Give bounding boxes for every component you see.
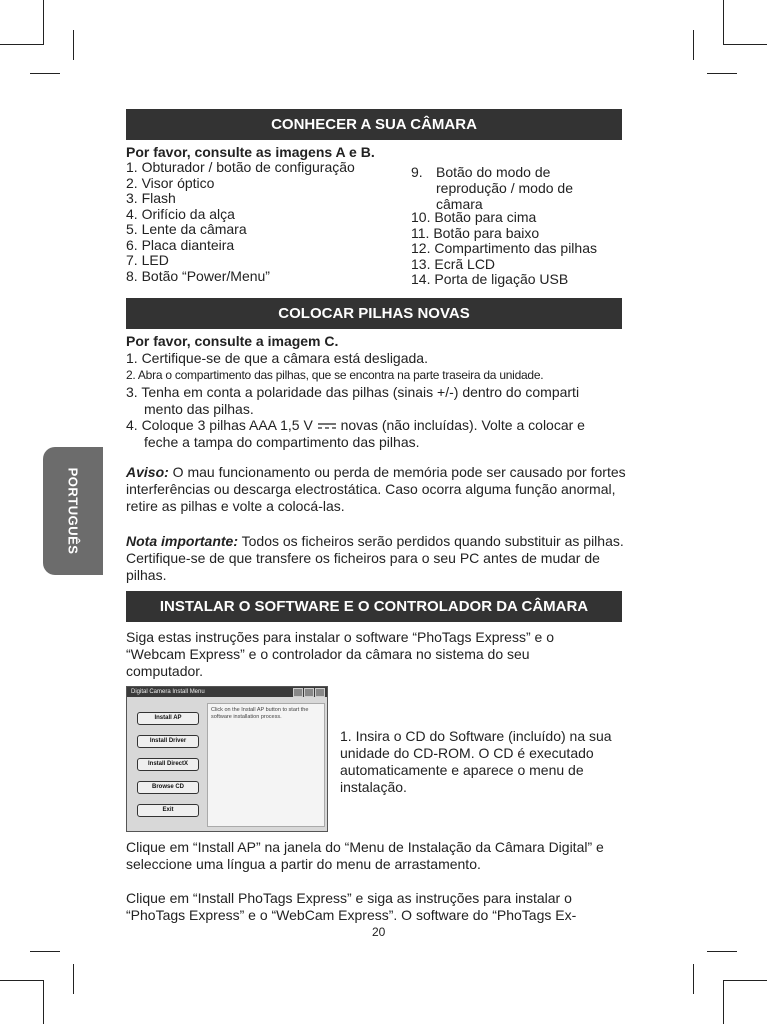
note-label: Nota importante: (126, 533, 238, 549)
crop-mark (693, 30, 694, 60)
warning-label: Aviso: (126, 464, 169, 480)
list-item: 12. Compartimento das pilhas (411, 240, 597, 256)
page-number: 20 (372, 925, 386, 939)
software-intro: Siga estas instruções para instalar o software “PhoTags Express” e o “Webcam Express” e o controlador da câmara no sistema do seu computador. (126, 629, 554, 679)
browse-cd-button[interactable]: Browse CD (137, 781, 199, 794)
crop-mark (0, 44, 44, 45)
screenshot-titlebar: Digital Camera Install Menu (127, 687, 327, 697)
crop-mark (73, 964, 74, 994)
screenshot-info-pane (207, 703, 325, 827)
exit-button[interactable]: Exit (137, 804, 199, 817)
crop-mark (0, 980, 44, 981)
list-item: 14. Porta de ligação USB (411, 271, 569, 287)
install-directx-button[interactable]: Install DirectX (137, 758, 199, 771)
list-item: 5. Lente da câmara (126, 221, 247, 237)
install-step-1: 1. Insira o CD do Software (incluído) na sua unidade do CD-ROM. O CD é executado automaticamente e aparece o menu de instalação. (340, 728, 612, 795)
list-item: 10. Botão para cima (411, 209, 537, 225)
list-item: 4. Orifício da alça (126, 205, 235, 222)
dc-symbol-icon (317, 421, 337, 431)
battery-step-2: 2. Abra o compartimento das pilhas, que se encontra na parte traseira da unidade. (126, 368, 544, 382)
battery-step-4-cont: feche a tampa do compartimento das pilhas. (144, 434, 420, 450)
battery-step-4: 4. Coloque 3 pilhas AAA 1,5 V novas (não incluídas). Volte a colocar e (126, 417, 585, 433)
list-item: 13. Ecrã LCD (411, 255, 496, 272)
install-paragraph-2: Clique em “Install AP” na janela do “Menu de Instalação da Câmara Digital” e seleccione uma língua a partir do menu de arrastamento. (126, 839, 604, 872)
parts-list-left (126, 160, 355, 284)
battery-step-1: 1. Certifique-se de que a câmara está desligada. (126, 350, 428, 366)
list-item: 6. Placa dianteira (126, 236, 235, 253)
section-header-batteries: COLOCAR PILHAS NOVAS (126, 298, 622, 329)
section1-intro: Por favor, consulte as imagens A e B. (126, 144, 375, 160)
note-paragraph: Nota importante: Todos os ficheiros serão perdidos quando substituir as pilhas. Certifique-se de que transfere os ficheiros para o seu PC antes de mudar de pilhas. (126, 533, 624, 583)
list-item: 7. LED (126, 252, 169, 268)
install-paragraph-3: Clique em “Install PhoTags Express” e siga as instruções para instalar o “PhoTags Express” e o “WebCam Express”. O software do “PhoTags Ex- (126, 890, 577, 923)
language-tab (43, 447, 103, 575)
list-item: 1. Obturador / botão de configuração (126, 159, 355, 175)
list-item: 11. Botão para baixo (411, 224, 540, 241)
install-ap-button[interactable]: Install AP (137, 712, 199, 725)
crop-mark (723, 980, 767, 981)
list-item: 2. Visor óptico (126, 174, 215, 191)
battery-step-3-cont: mento das pilhas. (144, 401, 254, 417)
warning-paragraph: Aviso: O mau funcionamento ou perda de memória pode ser causado por fortes interferências ou descarga electrostática. Caso ocorra alguma função anormal, retire as pilhas e volte a colocá-las. (126, 464, 626, 514)
item9-number: 9. (411, 164, 423, 180)
section-header-software: INSTALAR O SOFTWARE E O CONTROLADOR DA CÂMARA (126, 591, 622, 622)
crop-mark (723, 980, 724, 1024)
crop-mark (707, 73, 737, 74)
parts-list-right (411, 210, 597, 288)
crop-mark (707, 951, 737, 952)
item9-text: Botão do modo de reprodução / modo de câmara (436, 164, 573, 212)
section-header-camera: CONHECER A SUA CÂMARA (126, 109, 622, 140)
language-tab-label: PORTUGUÊS (65, 467, 81, 555)
crop-mark (30, 951, 60, 952)
crop-mark (723, 44, 767, 45)
crop-mark (723, 0, 724, 44)
list-item: 8. Botão “Power/Menu” (126, 267, 270, 284)
list-item: 3. Flash (126, 190, 176, 206)
crop-mark (73, 30, 74, 60)
crop-mark (693, 964, 694, 994)
battery-step-3: 3. Tenha em conta a polaridade das pilhas (sinais +/-) dentro do comparti (126, 384, 580, 400)
section2-intro: Por favor, consulte a imagem C. (126, 333, 339, 349)
install-driver-button[interactable]: Install Driver (137, 735, 199, 748)
crop-mark (30, 73, 60, 74)
crop-mark (43, 0, 44, 44)
crop-mark (43, 980, 44, 1024)
screenshot-hint: Click on the Install AP button to start the software installation process. (211, 707, 309, 720)
install-menu-screenshot (126, 686, 328, 832)
